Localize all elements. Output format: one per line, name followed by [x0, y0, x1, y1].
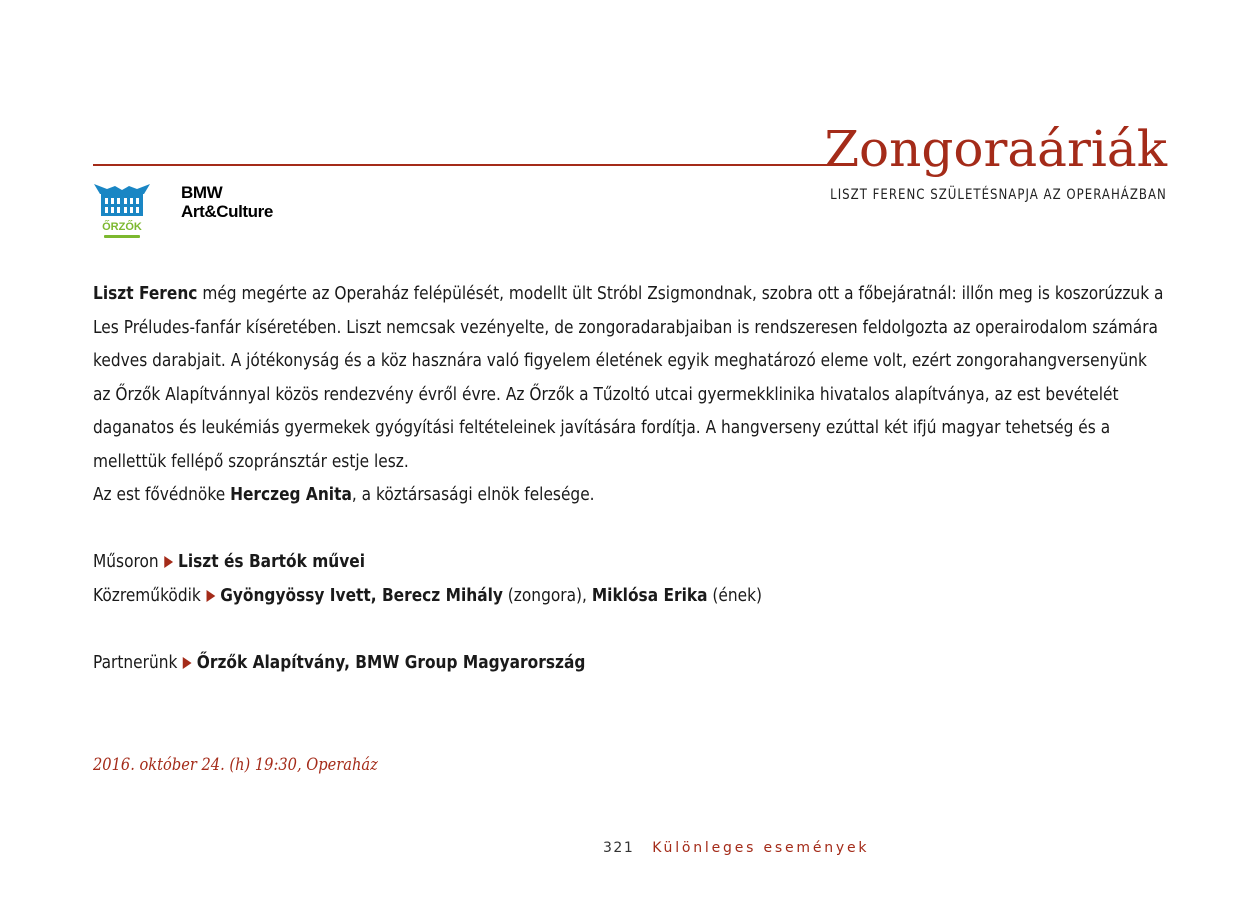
spacer — [93, 613, 1167, 647]
arrow-right-icon — [206, 590, 215, 602]
page-subtitle: LISZT FERENC SZÜLETÉSNAPJA AZ OPERAHÁZBAN — [830, 187, 1167, 203]
arrow-right-icon — [164, 556, 173, 568]
orzok-alapitvany-logo — [93, 180, 151, 244]
bmw-logo-line2: Art&Culture — [181, 202, 273, 221]
patron-prefix: Az est fővédnöke — [93, 485, 231, 505]
partners-value: Őrzők Alapítvány, BMW Group Magyarország — [196, 652, 586, 673]
page-title: Zongoraáriák — [824, 120, 1167, 178]
performers-label: Közreműködik — [93, 585, 201, 606]
performers-pianists: Gyöngyössy Ivett, Berecz Mihály — [220, 585, 503, 606]
performers-singer-role: (ének) — [707, 585, 763, 606]
orzok-logo-text: ŐRZŐK — [102, 221, 142, 233]
section-name: Különleges események — [652, 840, 870, 856]
patron-suffix: , a köztársasági elnök felesége. — [351, 485, 595, 505]
arrow-right-icon — [183, 657, 192, 669]
intro-lead-name: Liszt Ferenc — [93, 284, 198, 304]
page-number: 321 — [603, 840, 635, 856]
partners-label: Partnerünk — [93, 652, 178, 673]
page-footer — [603, 838, 869, 858]
spacer — [93, 513, 1167, 547]
performers-pianists-role: (zongora), — [502, 585, 592, 606]
partners-line — [93, 647, 1167, 681]
patron-name: Herczeg Anita — [230, 485, 352, 505]
intro-paragraph — [93, 278, 1167, 479]
article-body — [93, 278, 1167, 680]
program-line — [93, 546, 1167, 580]
performers-singer: Miklósa Erika — [591, 585, 708, 606]
patron-line — [93, 479, 1167, 513]
program-value: Liszt és Bartók művei — [178, 552, 365, 572]
event-date: 2016. október 24. (h) 19:30, Operaház — [93, 755, 378, 775]
program-label: Műsoron — [93, 552, 159, 572]
intro-text: még megérte az Operaház felépülését, modellt ült Stróbl Zsigmondnak, szobra ott a főbejáratnál: illőn meg is koszorúzzuk a Les Préludes-fanfár kíséretében. Liszt nemcsak vezényelte, de zongoradarabjaiban is rendszeresen feldolgozta az operairodalom számára kedves darabjait. A jótékonyság és a köz hasznára való figyelem életének egyik meghatározó eleme volt, ezért zongorahangversenyünk az Őrzők Alapítvánnyal közös rendezvény évről évre. Az Őrzők a Tűzoltó utcai gyermekklinika hivatalos alapítványa, az est bevételét daganatos és leukémiás gyermekek gyógyítási feltételeinek javítására fordítja. A hangverseny ezúttal két ifjú magyar tehetség és a mellettük fellépő szopránsztár estje lesz. — [93, 284, 1164, 472]
bmw-art-culture-logo — [181, 183, 273, 221]
bmw-logo-line1: BMW — [181, 183, 223, 202]
header-rule — [93, 164, 853, 166]
performers-line — [93, 580, 1167, 614]
